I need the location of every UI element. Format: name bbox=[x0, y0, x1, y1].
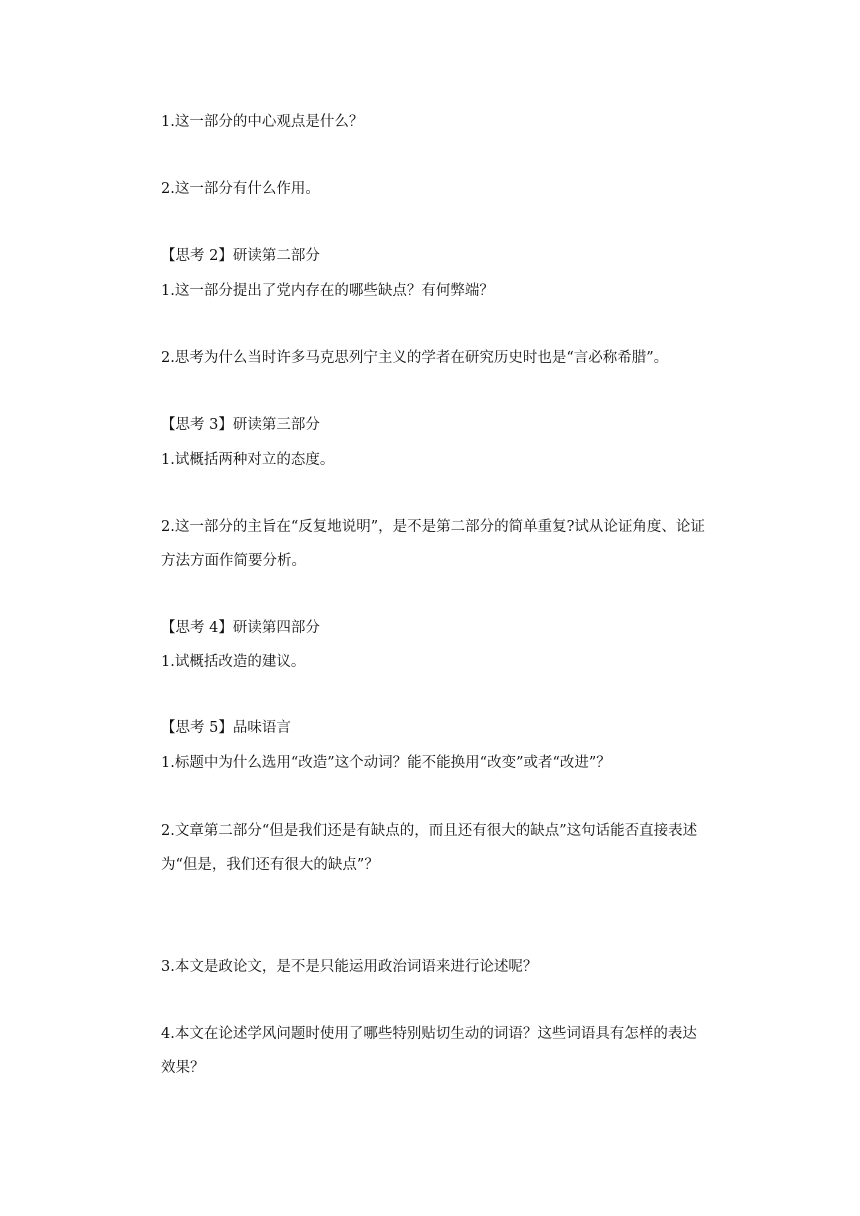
part3-question-2-line-2: 方法方面作简要分析。 bbox=[161, 553, 306, 569]
part2-question-2: 2.思考为什么当时许多马克思列宁主义的学者在研究历史时也是“言必称希腊”。 bbox=[161, 350, 669, 366]
part5-question-4-line-1: 4.本文在论述学风问题时使用了哪些特别贴切生动的词语？这些词语具有怎样的表达 bbox=[161, 1026, 697, 1042]
part5-question-2-line-1: 2.文章第二部分“但是我们还是有缺点的，而且还有很大的缺点”这句话能否直接表述 bbox=[161, 823, 698, 839]
part3-question-2-line-1: 2.这一部分的主旨在“反复地说明”，是不是第二部分的简单重复?试从论证角度、论证 bbox=[161, 519, 705, 535]
part1-question-2: 2.这一部分有什么作用。 bbox=[161, 181, 320, 197]
part2-heading: 【思考 2】研读第二部分 bbox=[161, 248, 320, 264]
part5-heading: 【思考 5】品味语言 bbox=[161, 720, 291, 736]
part5-question-4-line-2: 效果？ bbox=[161, 1060, 205, 1076]
part5-question-2-line-2: 为“但是，我们还有很大的缺点”？ bbox=[161, 857, 379, 873]
part4-heading: 【思考 4】研读第四部分 bbox=[161, 620, 320, 636]
part5-question-1: 1.标题中为什么选用“改造”这个动词？能不能换用“改变”或者“改进”？ bbox=[161, 755, 611, 771]
part5-question-3: 3.本文是政论文，是不是只能运用政治词语来进行论述呢？ bbox=[161, 959, 538, 975]
part2-question-1: 1.这一部分提出了党内存在的哪些缺点？有何弊端？ bbox=[161, 283, 494, 299]
part4-question-1: 1.试概括改造的建议。 bbox=[161, 654, 306, 670]
part3-question-1: 1.试概括两种对立的态度。 bbox=[161, 452, 335, 468]
part3-heading: 【思考 3】研读第三部分 bbox=[161, 417, 320, 433]
part1-question-1: 1.这一部分的中心观点是什么？ bbox=[161, 114, 364, 130]
